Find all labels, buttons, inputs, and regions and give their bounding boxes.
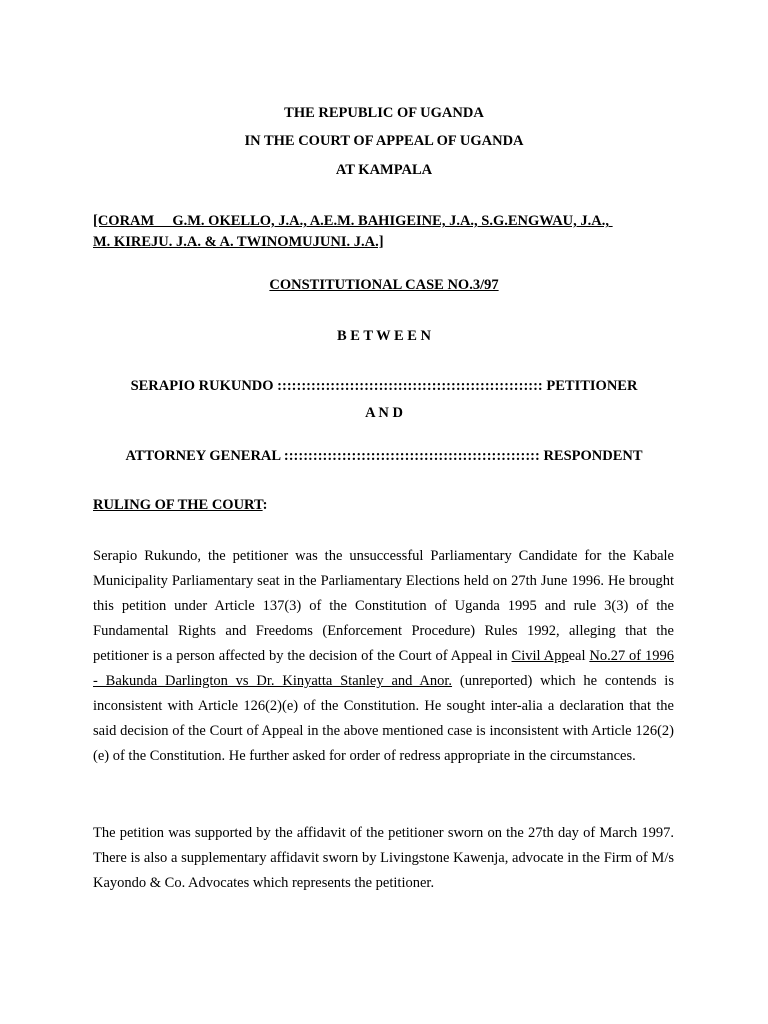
header-court: IN THE COURT OF APPEAL OF UGANDA <box>244 133 524 149</box>
coram-line-2: M. KIREJU. J.A. & A. TWINOMUJUNI. J.A.] <box>93 234 384 250</box>
petitioner-line: SERAPIO RUKUNDO ::::::::::::::::::::::::::::::::::::::::::::::::::::::: PETITIONER <box>130 378 638 394</box>
paragraph-2: The petition was supported by the affidavit of the petitioner sworn on the 27th day of March 1997. There is also a supplementary affidavit sworn by Livingstone Kawenja, advocate in the Firm of M/s Kayondo & Co. Advocates which represents the petitioner. <box>93 825 674 891</box>
civil-appeal-link-a: Civil App <box>511 648 569 664</box>
paragraph-1-text-b: (unreported) which he contends is inconsistent with Article 126(2)(e) of the Constitution. He sought inter-alia a declaration that the said decision of the Court of Appeal in the above mentioned case is inconsistent with Article 126(2)(e) of the Constitution. He further asked for order of redress appropriate in the circumstances. <box>93 673 674 764</box>
case-reference: No.27 of 1996 - Bakunda Darlington vs Dr. Kinyatta Stanley and Anor. <box>93 648 674 689</box>
respondent-line: ATTORNEY GENERAL ::::::::::::::::::::::::::::::::::::::::::::::::::::: RESPONDENT <box>125 448 643 464</box>
paragraph-1 <box>93 544 674 769</box>
paragraph-1-text-a: Serapio Rukundo, the petitioner was the unsuccessful Parliamentary Candidate for the Kabale Municipality Parliamentary seat in the Parliamentary Elections held on 27th June 1996. He brought this petition under Article 137(3) of the Constitution of Uganda 1995 and rule 3(3) of the Fundamental Rights and Freedoms (Enforcement Procedure) Rules 1992, alleging that the petitioner is a person affected by the decision of the Court of Appeal in <box>93 548 674 664</box>
and-label: A N D <box>365 405 403 421</box>
case-number: CONSTITUTIONAL CASE NO.3/97 <box>269 277 499 293</box>
ruling-heading <box>93 497 267 514</box>
between-label: B E T W E E N <box>336 328 432 344</box>
coram-line-1: [CORAM G.M. OKELLO, J.A., A.E.M. BAHIGEINE, J.A., S.G.ENGWAU, J.A., <box>93 213 613 229</box>
ruling-heading-text: RULING OF THE COURT <box>93 497 263 513</box>
civil-appeal-link-b: eal <box>568 648 590 664</box>
ruling-heading-colon: : <box>262 497 268 513</box>
header-location: AT KAMPALA <box>335 162 433 178</box>
header-republic: THE REPUBLIC OF UGANDA <box>284 105 484 121</box>
